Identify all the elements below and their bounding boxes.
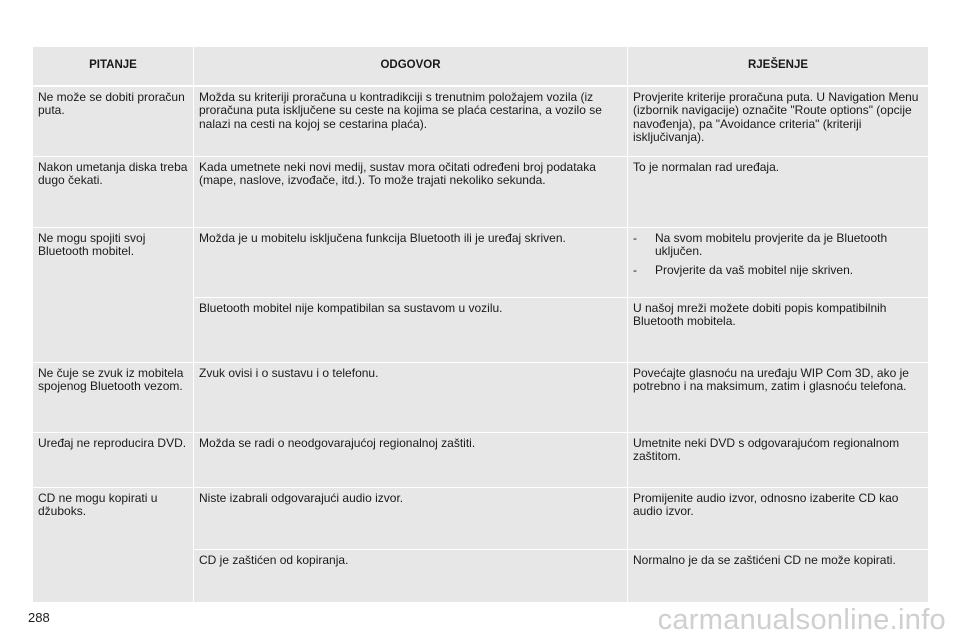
question-cell: Nakon umetanja diska treba dugo čekati.: [33, 157, 194, 228]
solution-cell: Umetnite neki DVD s odgovarajućom regionalnom zaštitom.: [628, 433, 929, 488]
solution-cell: Provjerite kriterije proračuna puta. U Navigation Menu (izbornik navigacije) označite "Route options" (opcije navođenja), pa "Avoidance criteria" (kriteriji isključivanja).: [628, 86, 929, 157]
solution-cell: U našoj mreži možete dobiti popis kompatibilnih Bluetooth mobitela.: [628, 298, 929, 363]
table-row: [33, 157, 929, 228]
question-cell: Uređaj ne reproducira DVD.: [33, 433, 194, 488]
dash-bullet: -: [633, 231, 637, 245]
header-solution: RJEŠENJE: [628, 47, 929, 87]
solution-cell: Povećajte glasnoću na uređaju WIP Com 3D, ako je potrebno i na maksimum, zatim i glasnoću telefona.: [628, 363, 929, 433]
question-cell: CD ne mogu kopirati u džuboks.: [33, 488, 194, 603]
table-header-row: [33, 47, 929, 87]
troubleshooting-table: [32, 46, 929, 603]
answer-cell: Možda se radi o neodgovarajućoj regionalnoj zaštiti.: [194, 433, 628, 488]
header-answer: ODGOVOR: [194, 47, 628, 87]
solution-list-item: [633, 264, 924, 277]
table-row: [33, 488, 929, 550]
table-row: [33, 363, 929, 433]
page-number: 288: [28, 610, 50, 625]
answer-cell: Niste izabrali odgovarajući audio izvor.: [194, 488, 628, 550]
answer-cell: Možda su kriteriji proračuna u kontradikciji s trenutnim položajem vozila (iz proračuna puta isključene su ceste na kojima se plaća cestarina, a vozilo se nalazi na cesti na kojoj se cestarina plaća).: [194, 86, 628, 157]
question-cell: Ne mogu spojiti svoj Bluetooth mobitel.: [33, 228, 194, 363]
question-cell: Ne može se dobiti proračun puta.: [33, 86, 194, 157]
table-row: [33, 86, 929, 157]
answer-cell: CD je zaštićen od kopiranja.: [194, 550, 628, 603]
answer-cell: Bluetooth mobitel nije kompatibilan sa sustavom u vozilu.: [194, 298, 628, 363]
solution-text: Na svom mobitelu provjerite da je Bluetooth uključen.: [655, 231, 888, 259]
header-question: PITANJE: [33, 47, 194, 87]
solution-text: Provjerite da vaš mobitel nije skriven.: [655, 262, 854, 277]
dash-bullet: -: [633, 262, 637, 277]
solution-cell: Normalno je da se zaštićeni CD ne može kopirati.: [628, 550, 929, 603]
answer-cell: Zvuk ovisi i o sustavu i o telefonu.: [194, 363, 628, 433]
solution-cell: [628, 228, 929, 298]
table-row: [33, 433, 929, 488]
solution-list-item: [633, 232, 924, 259]
table-row: [33, 228, 929, 298]
solution-cell: Promijenite audio izvor, odnosno izaberite CD kao audio izvor.: [628, 488, 929, 550]
answer-cell: Možda je u mobitelu isključena funkcija Bluetooth ili je uređaj skriven.: [194, 228, 628, 298]
question-cell: Ne čuje se zvuk iz mobitela spojenog Bluetooth vezom.: [33, 363, 194, 433]
solution-cell: To je normalan rad uređaja.: [628, 157, 929, 228]
watermark: carmanualsonline.info: [657, 604, 946, 636]
answer-cell: Kada umetnete neki novi medij, sustav mora očitati određeni broj podataka (mape, naslove, izvođače, itd.). To može trajati nekoliko sekunda.: [194, 157, 628, 228]
